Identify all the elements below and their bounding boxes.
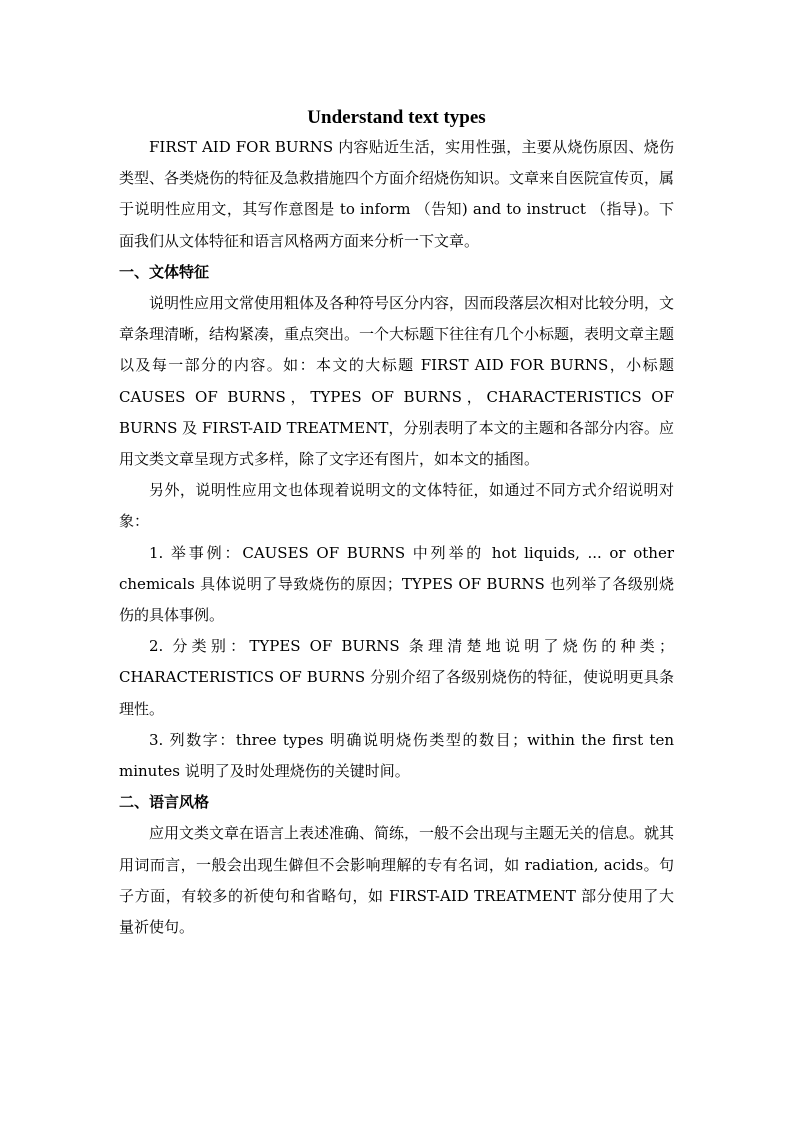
document-body [119, 104, 674, 943]
list-item-numbers: 3. 列数字：three types 明确说明烧伤类型的数目；within the first ten minutes 说明了及时处理烧伤的关键时间。 [119, 730, 674, 781]
section-heading-language: 二、语言风格 [119, 793, 210, 812]
style-paragraph-1: 说明性应用文常使用粗体及各种符号区分内容，因而段落层次相对比较分明，文章条理清晰，结构紧凑，重点突出。一个大标题下往往有几个小标题，表明文章主题以及每一部分的内容。如：本文的大标题 FIRST AID FOR BURNS，小标题 CAUSES OF BURNS，TYPES OF BURNS，CHARACTERISTICS OF BURNS 及 FIRST-AID TREATMENT，分别表明了本文的主题和各部分内容。应用文类文章呈现方式多样，除了文字还有图片，如本文的插图。 [119, 294, 675, 469]
language-paragraph: 应用文类文章在语言上表述准确、简练，一般不会出现与主题无关的信息。就其用词而言，一般会出现生僻但不会影响理解的专有名词，如 radiation, acids。句子方面，有较多的祈使句和省略句，如 FIRST-AID TREATMENT 部分使用了大量祈使句。 [119, 824, 675, 937]
section-heading-style: 一、文体特征 [119, 262, 210, 281]
list-item-classification: 2. 分类别：TYPES OF BURNS 条理清楚地说明了烧伤的种类；CHARACTERISTICS OF BURNS 分别介绍了各级别烧伤的特征，使说明更具条理性。 [119, 637, 674, 718]
intro-paragraph: FIRST AID FOR BURNS 内容贴近生活，实用性强，主要从烧伤原因、烧伤类型、各类烧伤的特征及急救措施四个方面介绍烧伤知识。文章来自医院宣传页，属于说明性应用文，其写作意图是 to inform （告知) and to instruct （指导)。下面我们从文体特征和语言风格两方面来分析一下文章。 [119, 138, 675, 250]
list-item-examples: 1. 举事例：CAUSES OF BURNS 中列举的 hot liquids, ... or other chemicals 具体说明了导致烧伤的原因；TYPES OF BURNS 也列举了各级别烧伤的具体事例。 [119, 543, 674, 625]
document-title: Understand text types [307, 107, 486, 128]
style-paragraph-2: 另外，说明性应用文也体现着说明文的文体特征，如通过不同方式介绍说明对象： [119, 481, 674, 531]
